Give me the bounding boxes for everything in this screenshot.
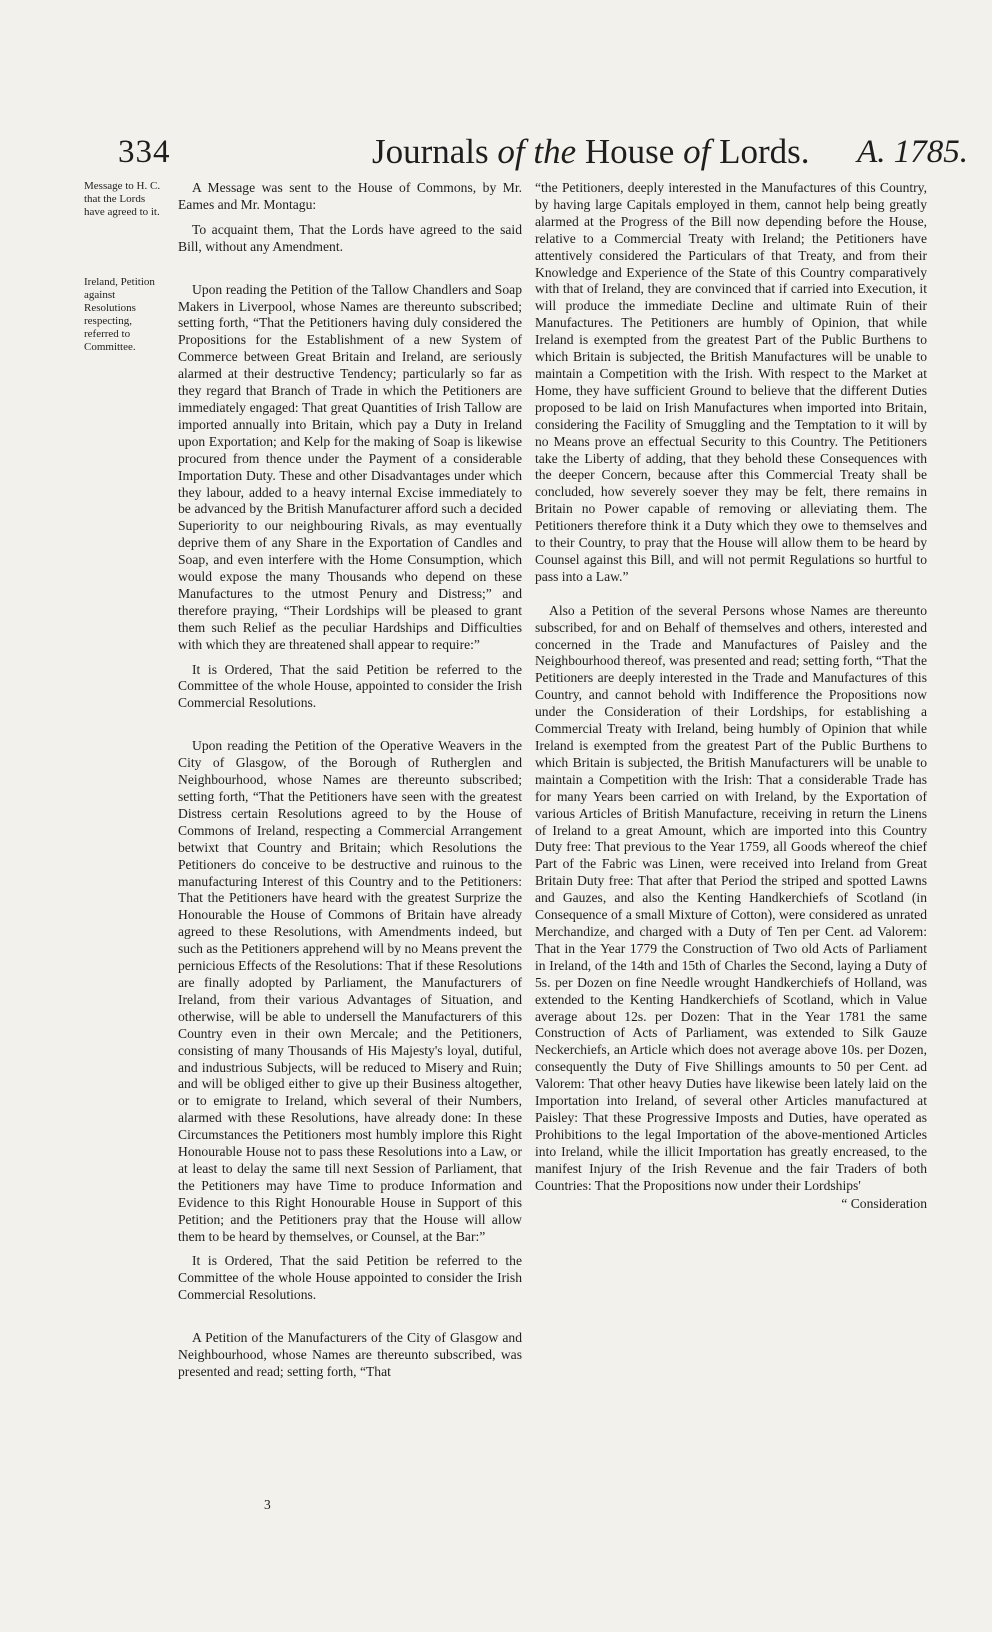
continuation-paragraph: “the Petitioners, deeply interested in the Manufactures of this Country, by having large Capitals employed in them, cannot help being greatly alarmed at the Progress of the Bill now depending before the House, relative to a Commercial Treaty with Ireland; the Petitioners have attentively considered the Particulars of that Treaty, and from their Knowledge and Experience of the State of this Country comparatively with that of Ireland, they are convinced that if carried into Execution, it will produce the immediate Decline and ultimate Ruin of their Manufactures. The Petitioners are humbly of Opinion, that while Ireland is exempted from the greatest Part of the Public Burthens to which Britain is subjected, the British Manufactures will be unable to maintain a Competition with the Irish. With respect to the Market at Home, they have sufficient Ground to believe that the different Duties proposed to be laid on Irish Manufactures when imported into Britain, considering the Facility of Smuggling and the Temptation to it will by no Means prove an effectual Security to this Country. The Petitioners take the Liberty of adding, that they behold these Consequences with the deeper Concern, because after this Commercial Treaty shall be concluded, how severely soever they may be felt, there remains in Britain no Power capable of removing or alleviating them. The Petitioners therefore think it a Duty which they owe to themselves and to their Country, to pray that the House will allow them to be heard by Counsel against this Bill, and will not permit Regulations so hurtful to pass into a Law.”: [535, 180, 927, 584]
manufacturers-petition-paragraph: A Petition of the Manufacturers of the City of Glasgow and Neighbourhood, whose Names are thereunto subscribed, was presented and read; setting forth, “That: [178, 1330, 522, 1379]
acquaint-paragraph: To acquaint them, That the Lords have agreed to the said Bill, without any Amendment.: [178, 221, 522, 254]
tallow-petition-paragraph: Upon reading the Petition of the Tallow Chandlers and Soap Makers in Liverpool, whose Names are thereunto subscribed; setting forth, “That the Petitioners having duly considered the Propositions for the Establishment of a new System of Commerce between Great Britain and Ireland, are seriously alarmed at their destructive Tendency; particularly so far as they regard that Branch of Trade in which the Petitioners are immediately engaged: That great Quantities of Irish Tallow are imported annually into Britain, which pay a Duty in Ireland upon Exportation; and Kelp for the making of Soap is likewise procured from thence under the Payment of a considerable Importation Duty. These and other Disadvantages under which they labour, added to a heavy internal Excise immediately to be advanced by the British Manufacturer afford such a decided Superiority to our neighbouring Rivals, as may eventually deprive them of any Share in the Exportation of Candles and Soap, and even interfere with the Home Consumption, which would expose the many Thousands who depend on these Manufactures to the utmost Penury and Distress;” and therefore praying, “Their Lordships will be pleased to grant them such Relief as the peculiar Hardships and Difficulties with which they are threatened shall appear to require:”: [178, 281, 522, 652]
right-column: [535, 180, 927, 1213]
page-number: 334: [118, 134, 171, 170]
page-header: [118, 132, 968, 176]
margin-note-message: Message to H. C. that the Lords have agreed to it.: [84, 180, 161, 218]
order-paragraph-2: It is Ordered, That the said Petition be referred to the Committee of the whole House appointed to consider the Irish Commercial Resolutions.: [178, 1253, 522, 1303]
weavers-petition-paragraph: Upon reading the Petition of the Operative Weavers in the City of Glasgow, of the Borough of Rutherglen and Neighbourhood, whose Names are thereunto subscribed; setting forth, “That the Petitioners have seen with the greatest Distress certain Resolutions agreed to by the House of Commons of Ireland, respecting a Commercial Arrangement betwixt that Country and Britain; which Resolutions the Petitioners do conceive to be destructive and ruinous to the manufacturing Interest of this Country and to the Petitioners: That the Petitioners have heard with the greatest Surprize the Honourable the House of Commons of Britain have already agreed to these Resolutions, with Amendments indeed, but such as the Petitioners apprehend will by no Means prevent the pernicious Effects of the Resolutions: That if these Resolutions are finally adopted by Parliament, the Manufacturers of Ireland, from their various Advantages of Situation, and otherwise, will be able to undersell the Manufacturers of this Country even in their own Mercale; and the Petitioners, consisting of many Thousands of His Majesty's loyal, dutiful, and industrious Subjects, will be reduced to Misery and Ruin; and will be obliged either to give up their Business altogether, or to emigrate to Ireland, which several of their Numbers, alarmed with these Resolutions, have already done: In these Circumstances the Petitioners most humbly implore this Right Honourable House not to pass these Resolutions into a Law, or at least to delay the same till next Session of Parliament, that the Petitioners may have Time to produce Information and Evidence to this Right Honourable House in Support of this Petition; and the Petitioners pray that the House will allow them to be heard by themselves, or Counsel, at the Bar:”: [178, 738, 522, 1244]
message-paragraph: A Message was sent to the House of Commons, by Mr. Eames and Mr. Montagu:: [178, 180, 522, 212]
paisley-petition-paragraph: Also a Petition of the several Persons whose Names are thereunto subscribed, for and on Behalf of themselves and others, interested and concerned in the Trade and Manufactures of Paisley and the Neighbourhood thereof, was presented and read; setting forth, “That the Petitioners are deeply interested in the Trade and Manufactures of this Country, and cannot behold with Indifference the Propositions now under the Consideration of their Lordships, for establishing a Commercial Treaty with Ireland, being humbly of Opinion that while Ireland is exempted from the greatest Part of the Public Burthens to which Britain is subjected, the British Manufacturers will be unable to maintain a Competition with the Irish: That a considerable Trade has for many Years been carried on with Ireland, by the Exportation of various Articles of British Manufacture, receiving in return the Linens of Ireland to a great Amount, which are imported into this Country Duty free: That previous to the Year 1759, all Goods whereof the chief Part of the Fabric was Linen, were received into Ireland from Great Britain Duty free: That after that Period the striped and spotted Lawns and Gauzes, and also the Kenting Handkerchiefs of Scotland (in Consequence of a small Mixture of Cotton), were considered as unrated Merchandize, and charged with a Duty of Ten per Cent. ad Valorem: That in the Year 1779 the Construction of Two old Acts of Parliament in Ireland, of the 14th and 15th of Charles the Second, laying a Duty of 5s. per Dozen on fine Needle wrought Handkerchiefs of Holland, was extended to the Kenting Handkerchiefs of Scotland, which in Value average about 12s. per Dozen: That in the Year 1781 the same Construction of Acts of Parliament, was extended to Silk Gauze Neckerchiefs, an Article which does not average above 10s. per Dozen, consequently the Duty of Five Shillings amounts to 50 per Cent. ad Valorem: That other heavy Duties have likewise been lately laid on the Importation into Ireland, of several other Articles manufactured at Paisley: That these Progressive Imposts and Duties, have operated as Prohibitions to the legal Importation of the above-mentioned Articles into Ireland, while the illicit Importation has greatly encreased, to the manifest Injury of the Irish Revenue and the fair Traders of both Countries: That the Propositions now under their Lordships': [535, 602, 927, 1193]
order-paragraph-1: It is Ordered, That the said Petition be referred to the Committee of the whole House, appointed to consider the Irish Commercial Resolutions.: [178, 661, 522, 711]
running-title: [372, 132, 809, 172]
left-column: [178, 180, 522, 1381]
title-journals: Journals: [372, 132, 489, 171]
margin-note-ireland: Ireland, Petition against Resolutions respecting, referred to Committee.: [84, 276, 155, 353]
catchword: “ Consideration: [841, 1196, 927, 1212]
signature-mark: 3: [264, 1497, 271, 1512]
title-of-1: of: [497, 132, 525, 171]
title-lords: Lords.: [719, 132, 810, 171]
title-the: the: [533, 132, 577, 171]
year: A. 1785.: [857, 134, 968, 170]
title-of-2: of: [683, 132, 711, 171]
title-house: House: [584, 132, 675, 171]
